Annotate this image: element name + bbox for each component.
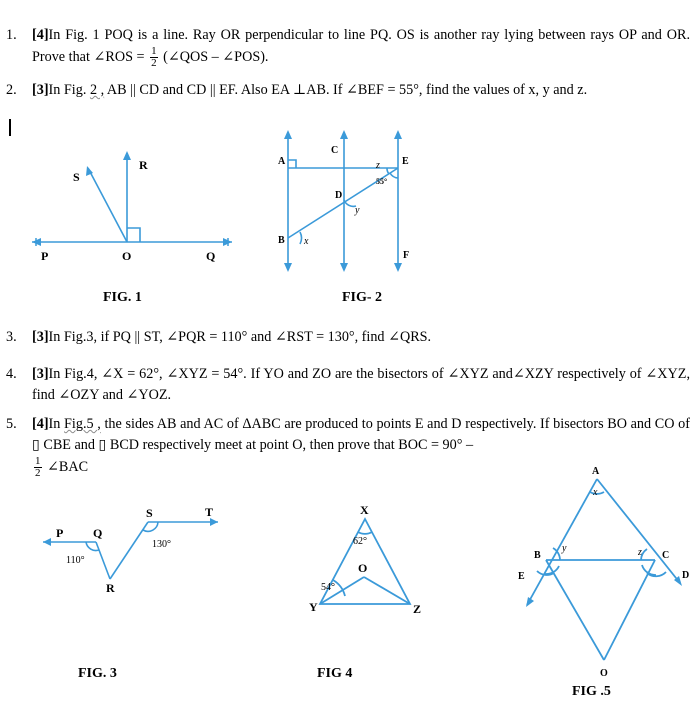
label-d: D [335, 190, 343, 201]
label-t: T [205, 505, 214, 519]
fraction-denominator: 2 [151, 57, 157, 69]
question-marks: [4] [32, 416, 49, 432]
arrow-e-icon [526, 597, 534, 607]
spellcheck-squiggle: 2 , [89, 82, 105, 98]
question-text: In [48, 416, 65, 432]
question-text: In Fig.3, if PQ || ST, ∠PQR = 110° and ∠RST = 130°, find ∠QRS. [48, 329, 432, 345]
bisector-bo [546, 560, 604, 660]
label-o: O [122, 249, 132, 263]
label-b: B [278, 235, 285, 246]
label-c: C [331, 145, 339, 156]
question-text-mid: the sides AB and AC of ΔABC are produced to points E and D respectively. If bisectors BO and CO of ▯ CBE and ▯ BCD respectively meet at point O, then prove that BOC = 90° – [32, 416, 690, 453]
label-q: Q [206, 249, 216, 263]
figure-2-caption: FIG- 2 [342, 290, 383, 305]
label-54: 54° [321, 582, 335, 593]
label-s: S [146, 506, 153, 520]
label-x: X [360, 503, 369, 517]
label-s: S [73, 170, 80, 184]
question-text: In Fig. [48, 82, 90, 98]
label-a: A [278, 156, 286, 167]
label-62: 62° [353, 536, 367, 547]
label-x: x [304, 236, 309, 247]
figure-3-caption: FIG. 3 [78, 666, 117, 681]
question-text: In Fig. 1 POQ is a line. Ray OR perpendicular to line PQ. OS is another ray lying between rays OP and OR. Prove that ∠ROS = [32, 27, 690, 65]
question-number: 1. [6, 27, 17, 43]
label-b: B [534, 550, 541, 561]
label-y: Y [309, 600, 318, 614]
fraction-numerator: 1 [35, 455, 41, 467]
question-text-end: ∠BAC [47, 458, 89, 475]
label-y: y [562, 543, 567, 554]
figure-1-caption: FIG. 1 [103, 290, 142, 305]
question-text-end: (∠QOS – ∠POS). [159, 48, 269, 65]
label-p: P [41, 249, 49, 263]
question-marks: [4] [32, 27, 49, 43]
label-y: y [355, 205, 360, 216]
figure-4-caption: FIG 4 [317, 666, 353, 681]
label-55: 55° [376, 177, 388, 186]
label-q: Q [93, 526, 103, 540]
label-z: Z [413, 602, 422, 616]
line-ac-d [597, 479, 680, 583]
bisector-co [604, 560, 655, 660]
label-o: O [600, 668, 608, 679]
label-o: O [358, 561, 368, 575]
fraction-denominator: 2 [35, 467, 41, 479]
question-text-end: AB || CD and CD || EF. Also EA ⊥AB. If ∠BEF = 55°, find the values of x, y and z. [104, 82, 588, 98]
label-x: x [593, 487, 598, 498]
question-text: In Fig.4, ∠X = 62°, ∠XYZ = 54°. If YO and ZO are the bisectors of ∠XYZ and∠XZY respectively of ∠XYZ, find ∠OZY and ∠YOZ. [32, 366, 690, 403]
angle-y-arc [553, 548, 560, 560]
label-r: R [139, 158, 148, 172]
label-130: 130° [152, 539, 171, 550]
label-e: E [518, 571, 525, 582]
label-f: F [403, 250, 410, 261]
question-number: 4. [6, 366, 17, 382]
question-number: 5. [6, 416, 17, 432]
question-number: 2. [6, 82, 17, 98]
label-z: z [376, 160, 380, 171]
label-d: D [682, 570, 690, 581]
fraction-numerator: 1 [151, 45, 157, 57]
label-a: A [592, 466, 600, 477]
question-marks: [3] [32, 329, 49, 345]
figure-5-caption: FIG .5 [572, 684, 611, 699]
question-marks: [3] [32, 82, 49, 98]
label-e: E [402, 156, 409, 167]
label-z: z [638, 547, 642, 558]
label-110: 110° [66, 555, 85, 566]
label-p: P [56, 526, 64, 540]
question-marks: [3] [32, 366, 49, 382]
label-c: C [662, 550, 670, 561]
label-r: R [106, 581, 115, 595]
question-number: 3. [6, 329, 17, 345]
spellcheck-squiggle: Fig.5 , [64, 416, 101, 432]
